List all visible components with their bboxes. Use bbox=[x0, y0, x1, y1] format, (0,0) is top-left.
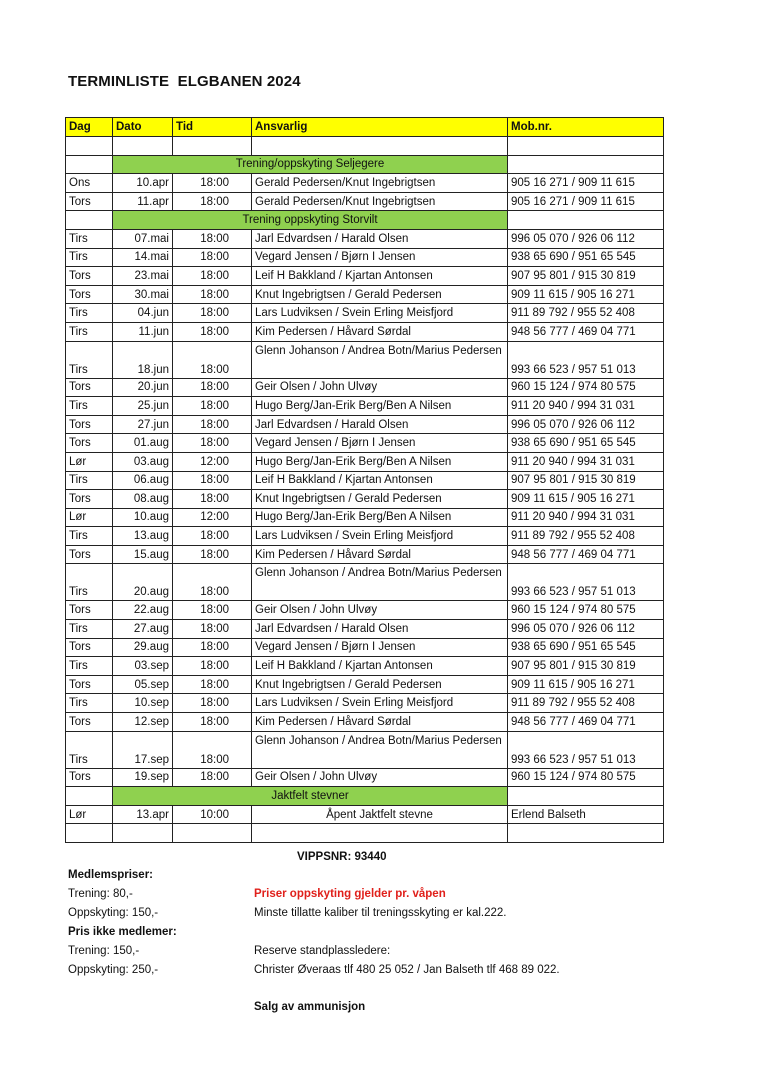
cell-dag: Tirs bbox=[66, 620, 113, 639]
cell-dato: 03.sep bbox=[113, 657, 173, 676]
cell-mob: 938 65 690 / 951 65 545 bbox=[508, 638, 664, 657]
table-row bbox=[66, 304, 664, 323]
empty-row bbox=[66, 137, 664, 156]
table-row bbox=[66, 248, 664, 267]
cell-tid: 18:00 bbox=[173, 731, 252, 768]
cell-ansvarlig: Jarl Edvardsen / Harald Olsen bbox=[252, 415, 508, 434]
table-row bbox=[66, 694, 664, 713]
cell-dato: 14.mai bbox=[113, 248, 173, 267]
reserve-contacts: Christer Øveraas tlf 480 25 052 / Jan Balseth tlf 468 89 022. bbox=[254, 964, 560, 976]
cell-dato: 19.sep bbox=[113, 768, 173, 787]
nonmembers-shooting-price: Oppskyting: 250,- bbox=[68, 964, 159, 976]
section-label: Jaktfelt stevner bbox=[113, 787, 508, 806]
cell-dato: 11.jun bbox=[113, 322, 173, 341]
cell-tid: 18:00 bbox=[173, 415, 252, 434]
cell-ansvarlig: Geir Olsen / John Ulvøy bbox=[252, 378, 508, 397]
cell-dato: 05.sep bbox=[113, 675, 173, 694]
cell-dato: 07.mai bbox=[113, 229, 173, 248]
cell-ansvarlig: Kim Pedersen / Håvard Sørdal bbox=[252, 322, 508, 341]
table-row bbox=[66, 378, 664, 397]
cell-mob: 938 65 690 / 951 65 545 bbox=[508, 434, 664, 453]
cell-tid: 18:00 bbox=[173, 174, 252, 193]
cell-mob: 911 89 792 / 955 52 408 bbox=[508, 527, 664, 546]
cell-ansvarlig: Leif H Bakkland / Kjartan Antonsen bbox=[252, 471, 508, 490]
cell-dato: 15.aug bbox=[113, 545, 173, 564]
cell-tid: 18:00 bbox=[173, 267, 252, 286]
table-row bbox=[66, 620, 664, 639]
cell-dato: 27.aug bbox=[113, 620, 173, 639]
cell-dato: 10.apr bbox=[113, 174, 173, 193]
cell-dag: Tors bbox=[66, 490, 113, 509]
section-row bbox=[66, 787, 664, 806]
cell-dag: Tirs bbox=[66, 248, 113, 267]
cell-mob: 993 66 523 / 957 51 013 bbox=[508, 564, 664, 601]
cell-dato bbox=[113, 824, 173, 843]
table-row bbox=[66, 322, 664, 341]
cell-tid: 10:00 bbox=[173, 805, 252, 824]
header-row bbox=[66, 118, 664, 137]
cell-mob: 911 20 940 / 994 31 031 bbox=[508, 397, 664, 416]
nonmembers-training-price: Trening: 150,- bbox=[68, 945, 140, 957]
cell-tid: 18:00 bbox=[173, 768, 252, 787]
cell-ansvarlig: Gerald Pedersen/Knut Ingebrigtsen bbox=[252, 192, 508, 211]
table-row bbox=[66, 397, 664, 416]
section-label: Trening/oppskyting Seljegere bbox=[113, 155, 508, 174]
cell-dato: 20.aug bbox=[113, 564, 173, 601]
cell-mob: 911 89 792 / 955 52 408 bbox=[508, 304, 664, 323]
cell-dag bbox=[66, 155, 113, 174]
cell-dag: Lør bbox=[66, 452, 113, 471]
cell-mob: 905 16 271 / 909 11 615 bbox=[508, 174, 664, 193]
cell-dato: 04.jun bbox=[113, 304, 173, 323]
cell-tid: 18:00 bbox=[173, 545, 252, 564]
cell-ansvarlig: Lars Ludviksen / Svein Erling Meisfjord bbox=[252, 694, 508, 713]
table-row bbox=[66, 341, 664, 378]
cell-dag: Tors bbox=[66, 415, 113, 434]
table-row bbox=[66, 638, 664, 657]
cell-ansvarlig: Geir Olsen / John Ulvøy bbox=[252, 601, 508, 620]
cell-dag: Tors bbox=[66, 713, 113, 732]
cell-ansvarlig: Lars Ludviksen / Svein Erling Meisfjord bbox=[252, 527, 508, 546]
cell-tid: 18:00 bbox=[173, 192, 252, 211]
table-row bbox=[66, 657, 664, 676]
cell-mob: 938 65 690 / 951 65 545 bbox=[508, 248, 664, 267]
cell-dato: 23.mai bbox=[113, 267, 173, 286]
cell-dato: 18.jun bbox=[113, 341, 173, 378]
members-training-price: Trening: 80,- bbox=[68, 888, 133, 900]
cell-ansvarlig: Jarl Edvardsen / Harald Olsen bbox=[252, 620, 508, 639]
table-row bbox=[66, 527, 664, 546]
cell-mob: Erlend Balseth bbox=[508, 805, 664, 824]
table-row bbox=[66, 731, 664, 768]
cell-tid: 18:00 bbox=[173, 378, 252, 397]
cell-dato: 27.jun bbox=[113, 415, 173, 434]
cell-dag bbox=[66, 787, 113, 806]
cell-tid: 12:00 bbox=[173, 508, 252, 527]
table-row bbox=[66, 713, 664, 732]
cell-mob: 909 11 615 / 905 16 271 bbox=[508, 675, 664, 694]
cell-tid: 18:00 bbox=[173, 490, 252, 509]
cell-dag: Tirs bbox=[66, 471, 113, 490]
cell-dag bbox=[66, 824, 113, 843]
cell-dag bbox=[66, 211, 113, 230]
cell-dato: 29.aug bbox=[113, 638, 173, 657]
cell-tid: 18:00 bbox=[173, 248, 252, 267]
cell-dato: 20.jun bbox=[113, 378, 173, 397]
cell-dato: 12.sep bbox=[113, 713, 173, 732]
table-row bbox=[66, 564, 664, 601]
cell-tid bbox=[173, 137, 252, 156]
cell-ansvarlig: Hugo Berg/Jan-Erik Berg/Ben A Nilsen bbox=[252, 508, 508, 527]
cell-dato: 10.sep bbox=[113, 694, 173, 713]
cell-mob: 996 05 070 / 926 06 112 bbox=[508, 415, 664, 434]
cell-ansvarlig: Glenn Johanson / Andrea Botn/Marius Pedersen bbox=[252, 564, 508, 601]
cell-tid: 18:00 bbox=[173, 229, 252, 248]
table-row bbox=[66, 415, 664, 434]
cell-mob: 907 95 801 / 915 30 819 bbox=[508, 267, 664, 286]
header-dag: Dag bbox=[66, 118, 113, 137]
table-row bbox=[66, 768, 664, 787]
cell-ansvarlig: Vegard Jensen / Bjørn I Jensen bbox=[252, 638, 508, 657]
cell-tid: 18:00 bbox=[173, 657, 252, 676]
section-row bbox=[66, 155, 664, 174]
cell-dag: Tors bbox=[66, 601, 113, 620]
cell-ansvarlig: Vegard Jensen / Bjørn I Jensen bbox=[252, 248, 508, 267]
ammunition-sale: Salg av ammunisjon bbox=[254, 1001, 366, 1013]
table-row bbox=[66, 601, 664, 620]
cell-dag: Tors bbox=[66, 285, 113, 304]
cell-mob: 907 95 801 / 915 30 819 bbox=[508, 471, 664, 490]
cell-tid: 18:00 bbox=[173, 527, 252, 546]
cell-dato: 03.aug bbox=[113, 452, 173, 471]
cell-mob: 960 15 124 / 974 80 575 bbox=[508, 768, 664, 787]
vipps-number: VIPPSNR: 93440 bbox=[297, 851, 387, 863]
cell-dag: Tors bbox=[66, 378, 113, 397]
cell-dag: Tors bbox=[66, 192, 113, 211]
table-row bbox=[66, 229, 664, 248]
cell-dag: Tors bbox=[66, 434, 113, 453]
cell-mob: 909 11 615 / 905 16 271 bbox=[508, 285, 664, 304]
schedule-table bbox=[65, 117, 664, 843]
cell-tid: 18:00 bbox=[173, 638, 252, 657]
cell-mob bbox=[508, 137, 664, 156]
cell-ansvarlig: Jarl Edvardsen / Harald Olsen bbox=[252, 229, 508, 248]
cell-mob bbox=[508, 211, 664, 230]
cell-tid: 18:00 bbox=[173, 601, 252, 620]
header-ansvarlig: Ansvarlig bbox=[252, 118, 508, 137]
cell-tid: 18:00 bbox=[173, 675, 252, 694]
cell-mob: 960 15 124 / 974 80 575 bbox=[508, 601, 664, 620]
table-row bbox=[66, 285, 664, 304]
empty-row bbox=[66, 824, 664, 843]
cell-dag: Ons bbox=[66, 174, 113, 193]
cell-tid: 18:00 bbox=[173, 322, 252, 341]
cell-ansvarlig: Leif H Bakkland / Kjartan Antonsen bbox=[252, 267, 508, 286]
cell-mob: 909 11 615 / 905 16 271 bbox=[508, 490, 664, 509]
cell-ansvarlig bbox=[252, 137, 508, 156]
section-row bbox=[66, 211, 664, 230]
cell-mob: 993 66 523 / 957 51 013 bbox=[508, 731, 664, 768]
cell-mob: 996 05 070 / 926 06 112 bbox=[508, 229, 664, 248]
cell-ansvarlig: Vegard Jensen / Bjørn I Jensen bbox=[252, 434, 508, 453]
header-mobnr: Mob.nr. bbox=[508, 118, 664, 137]
cell-ansvarlig: Hugo Berg/Jan-Erik Berg/Ben A Nilsen bbox=[252, 397, 508, 416]
cell-mob bbox=[508, 155, 664, 174]
cell-ansvarlig: Gerald Pedersen/Knut Ingebrigtsen bbox=[252, 174, 508, 193]
cell-mob: 993 66 523 / 957 51 013 bbox=[508, 341, 664, 378]
cell-dato: 08.aug bbox=[113, 490, 173, 509]
cell-dag: Tirs bbox=[66, 304, 113, 323]
cell-ansvarlig: Knut Ingebrigtsen / Gerald Pedersen bbox=[252, 490, 508, 509]
cell-dato: 13.apr bbox=[113, 805, 173, 824]
cell-ansvarlig: Knut Ingebrigtsen / Gerald Pedersen bbox=[252, 285, 508, 304]
cell-mob: 948 56 777 / 469 04 771 bbox=[508, 713, 664, 732]
cell-dato: 30.mai bbox=[113, 285, 173, 304]
cell-tid: 18:00 bbox=[173, 713, 252, 732]
cell-tid: 12:00 bbox=[173, 452, 252, 471]
cell-tid: 18:00 bbox=[173, 434, 252, 453]
cell-dag: Tirs bbox=[66, 341, 113, 378]
members-heading: Medlemspriser: bbox=[68, 869, 154, 881]
cell-dag: Tirs bbox=[66, 229, 113, 248]
table-row bbox=[66, 490, 664, 509]
cell-dag: Tors bbox=[66, 267, 113, 286]
cell-dato: 01.aug bbox=[113, 434, 173, 453]
cell-mob: 907 95 801 / 915 30 819 bbox=[508, 657, 664, 676]
cell-ansvarlig: Glenn Johanson / Andrea Botn/Marius Pedersen bbox=[252, 731, 508, 768]
cell-dag: Tirs bbox=[66, 564, 113, 601]
cell-ansvarlig: Glenn Johanson / Andrea Botn/Marius Pedersen bbox=[252, 341, 508, 378]
table-row bbox=[66, 174, 664, 193]
members-shooting-price: Oppskyting: 150,- bbox=[68, 907, 159, 919]
cell-mob bbox=[508, 824, 664, 843]
cell-ansvarlig: Kim Pedersen / Håvard Sørdal bbox=[252, 713, 508, 732]
table-row bbox=[66, 508, 664, 527]
cell-dato: 17.sep bbox=[113, 731, 173, 768]
header-dato: Dato bbox=[113, 118, 173, 137]
cell-ansvarlig: Leif H Bakkland / Kjartan Antonsen bbox=[252, 657, 508, 676]
table-row bbox=[66, 805, 664, 824]
cell-mob bbox=[508, 787, 664, 806]
table-row bbox=[66, 545, 664, 564]
cell-dag: Tirs bbox=[66, 527, 113, 546]
cell-tid bbox=[173, 824, 252, 843]
cell-tid: 18:00 bbox=[173, 620, 252, 639]
page-title: TERMINLISTE ELGBANEN 2024 bbox=[68, 73, 301, 90]
cell-dag: Tirs bbox=[66, 397, 113, 416]
cell-dag: Tirs bbox=[66, 322, 113, 341]
cell-tid: 18:00 bbox=[173, 694, 252, 713]
price-note: Priser oppskyting gjelder pr. våpen bbox=[254, 888, 446, 900]
cell-ansvarlig: Lars Ludviksen / Svein Erling Meisfjord bbox=[252, 304, 508, 323]
cell-dato: 22.aug bbox=[113, 601, 173, 620]
cell-dag: Tors bbox=[66, 638, 113, 657]
cell-dag: Lør bbox=[66, 805, 113, 824]
table-row bbox=[66, 192, 664, 211]
reserve-heading: Reserve standplassledere: bbox=[254, 945, 391, 957]
cell-tid: 18:00 bbox=[173, 471, 252, 490]
cell-tid: 18:00 bbox=[173, 564, 252, 601]
cell-mob: 911 20 940 / 994 31 031 bbox=[508, 508, 664, 527]
nonmembers-heading: Pris ikke medlemer: bbox=[68, 926, 177, 938]
cell-mob: 948 56 777 / 469 04 771 bbox=[508, 545, 664, 564]
cell-dato: 13.aug bbox=[113, 527, 173, 546]
table-row bbox=[66, 434, 664, 453]
cell-dato: 11.apr bbox=[113, 192, 173, 211]
table-row bbox=[66, 267, 664, 286]
schedule-body bbox=[66, 118, 664, 843]
cell-mob: 996 05 070 / 926 06 112 bbox=[508, 620, 664, 639]
cell-tid: 18:00 bbox=[173, 397, 252, 416]
cell-mob: 905 16 271 / 909 11 615 bbox=[508, 192, 664, 211]
cell-dag: Tors bbox=[66, 545, 113, 564]
cell-tid: 18:00 bbox=[173, 285, 252, 304]
cell-mob: 960 15 124 / 974 80 575 bbox=[508, 378, 664, 397]
table-row bbox=[66, 675, 664, 694]
caliber-note: Minste tillatte kaliber til treningsskyting er kal.222. bbox=[254, 907, 507, 919]
cell-mob: 948 56 777 / 469 04 771 bbox=[508, 322, 664, 341]
cell-ansvarlig: Hugo Berg/Jan-Erik Berg/Ben A Nilsen bbox=[252, 452, 508, 471]
cell-dag: Tirs bbox=[66, 731, 113, 768]
cell-tid: 18:00 bbox=[173, 341, 252, 378]
cell-mob: 911 20 940 / 994 31 031 bbox=[508, 452, 664, 471]
table-row bbox=[66, 471, 664, 490]
cell-dag bbox=[66, 137, 113, 156]
cell-ansvarlig: Kim Pedersen / Håvard Sørdal bbox=[252, 545, 508, 564]
cell-dag: Tirs bbox=[66, 694, 113, 713]
cell-mob: 911 89 792 / 955 52 408 bbox=[508, 694, 664, 713]
cell-ansvarlig: Knut Ingebrigtsen / Gerald Pedersen bbox=[252, 675, 508, 694]
cell-ansvarlig bbox=[252, 824, 508, 843]
cell-dato: 10.aug bbox=[113, 508, 173, 527]
header-tid: Tid bbox=[173, 118, 252, 137]
cell-ansvarlig: Geir Olsen / John Ulvøy bbox=[252, 768, 508, 787]
cell-dag: Tors bbox=[66, 675, 113, 694]
cell-dato bbox=[113, 137, 173, 156]
cell-dato: 25.jun bbox=[113, 397, 173, 416]
cell-dato: 06.aug bbox=[113, 471, 173, 490]
cell-dag: Lør bbox=[66, 508, 113, 527]
table-row bbox=[66, 452, 664, 471]
cell-dag: Tors bbox=[66, 768, 113, 787]
cell-tid: 18:00 bbox=[173, 304, 252, 323]
cell-ansvarlig: Åpent Jaktfelt stevne bbox=[252, 805, 508, 824]
cell-dag: Tirs bbox=[66, 657, 113, 676]
section-label: Trening oppskyting Storvilt bbox=[113, 211, 508, 230]
